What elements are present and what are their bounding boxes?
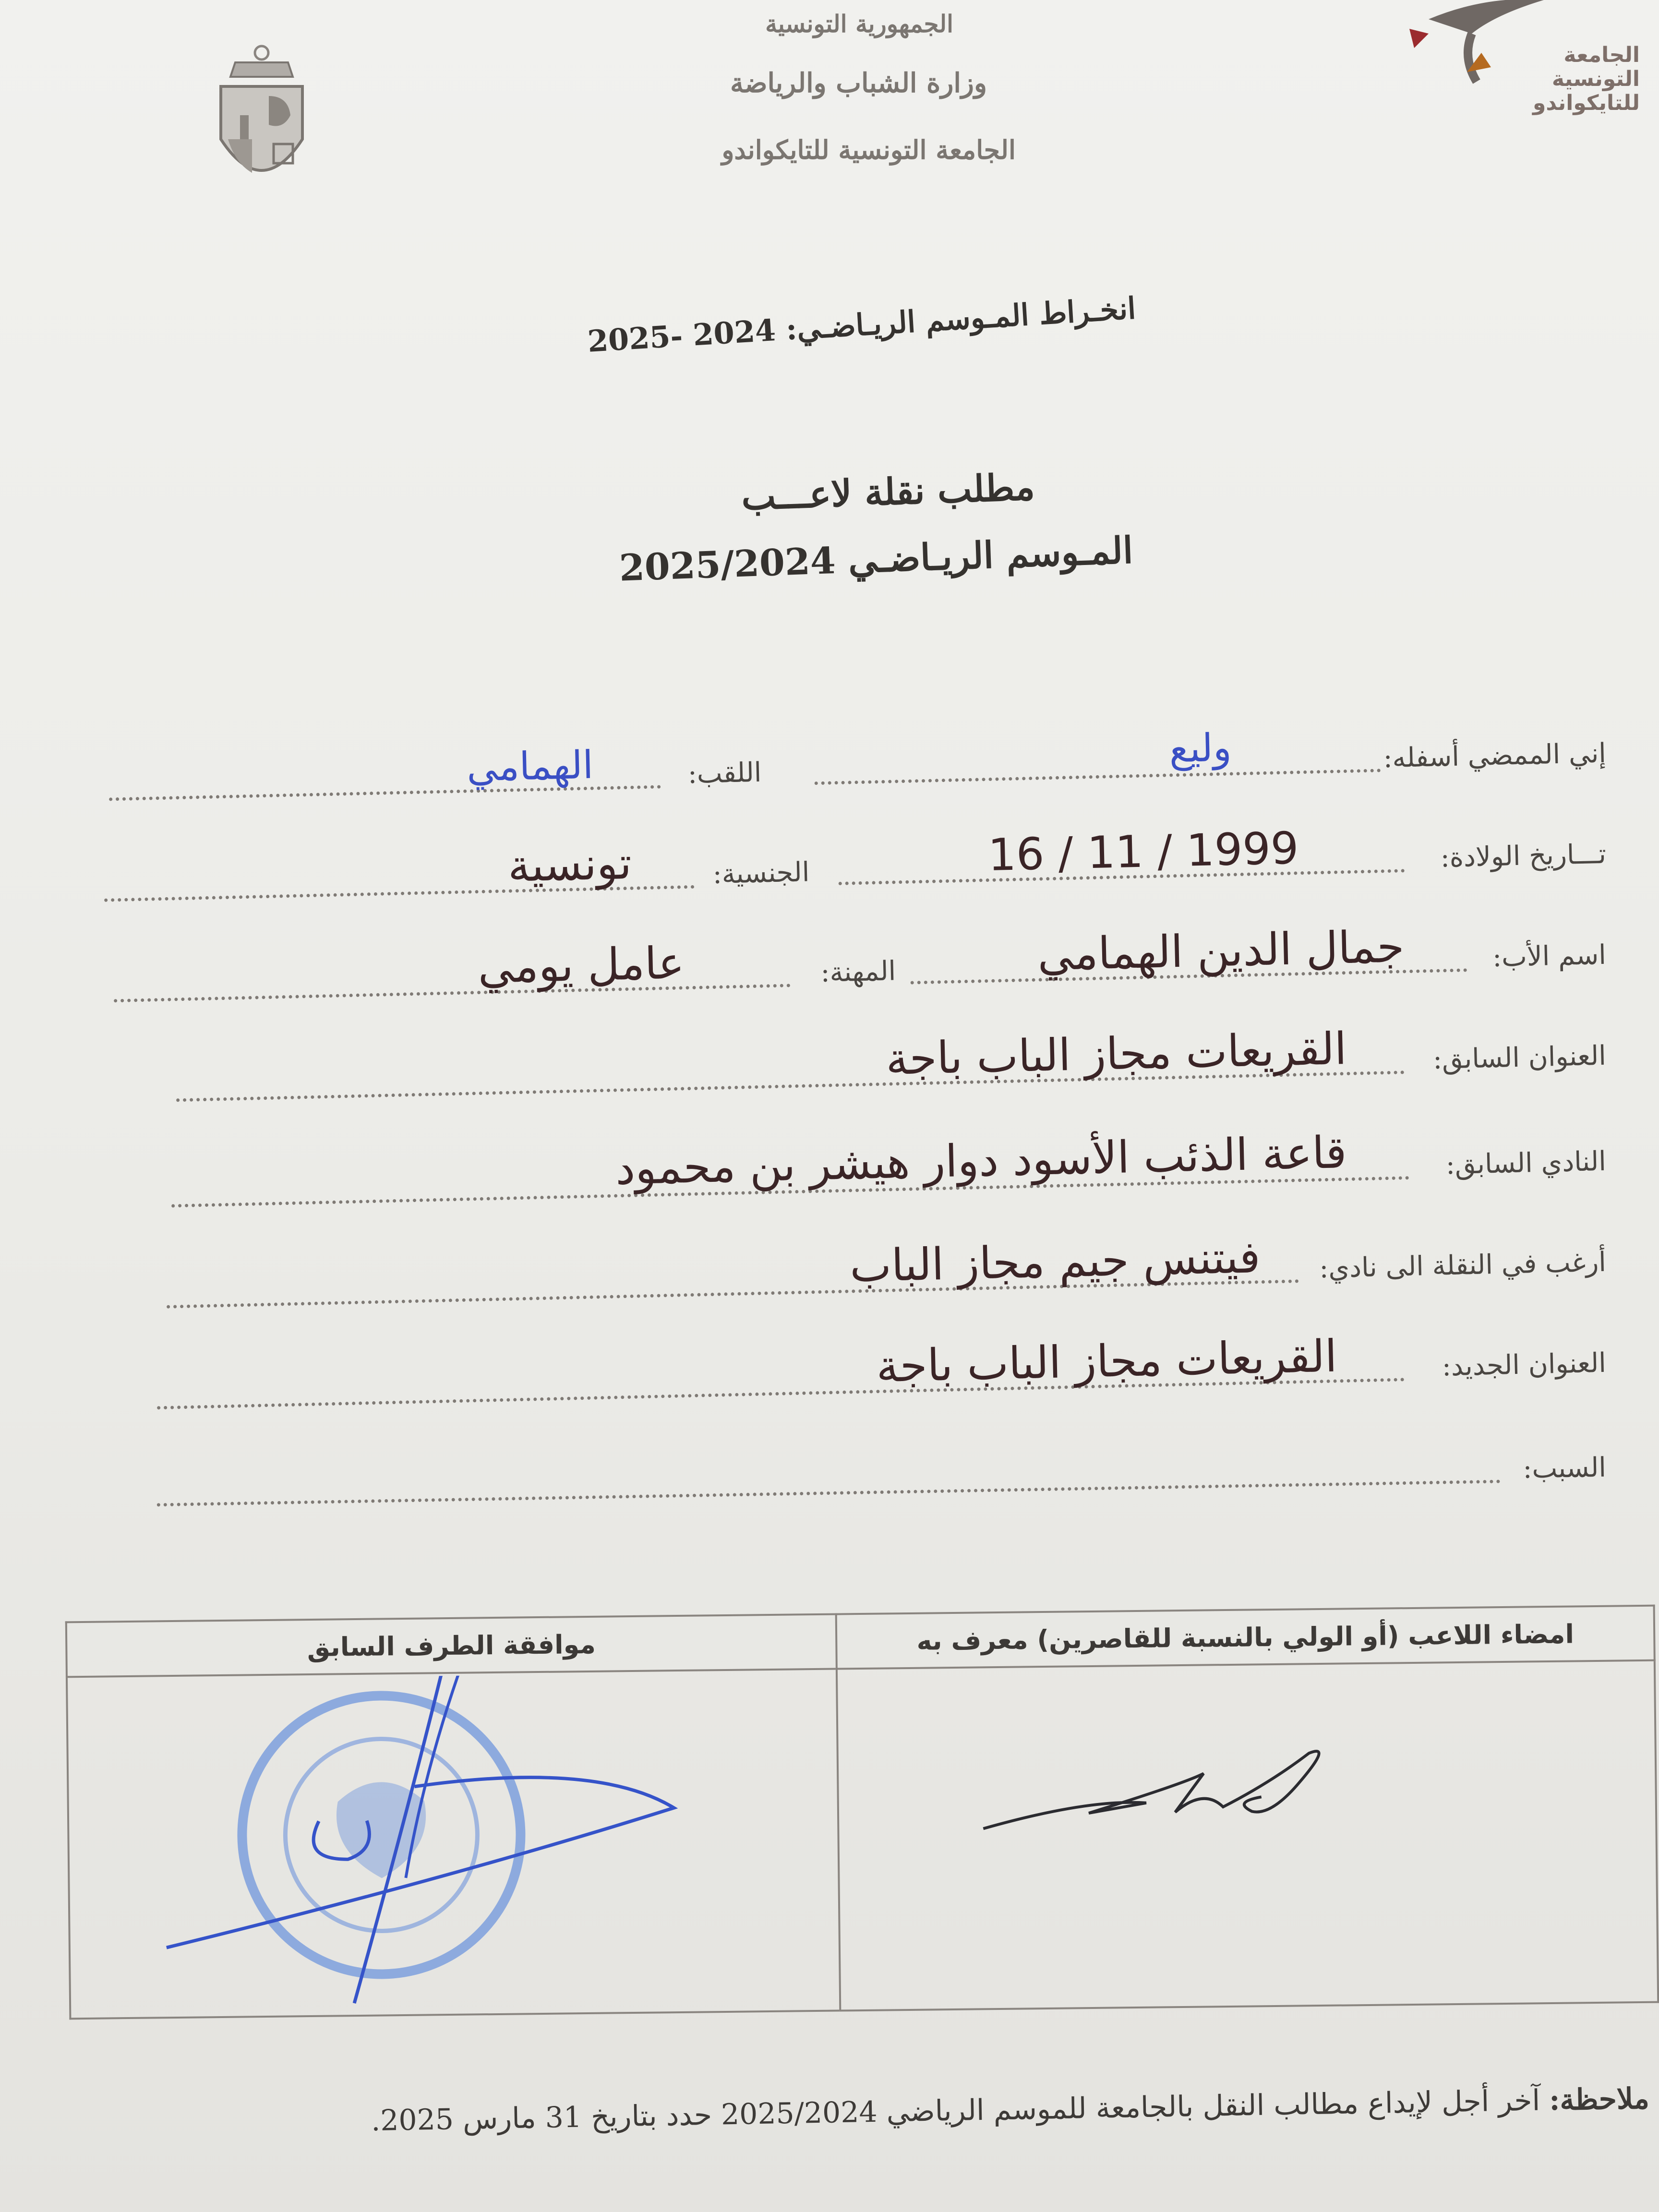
header-ministry: وزارة الشباب والرياضة (730, 67, 987, 99)
new-address-value: القريعات مجاز الباب باجة (876, 1330, 1338, 1393)
affiliation-title: انخـراط المـوسم الريـاضـي: 2024 -2025 (586, 290, 1137, 359)
signatory-label: إني الممضي أسفله: (1382, 737, 1607, 774)
former-party-cell (67, 1669, 840, 2019)
birthdate-label: تـــاريخ الولادة: (1440, 838, 1607, 874)
form-row-new-club (158, 1227, 1607, 1322)
signature-table (65, 1605, 1659, 2020)
form-row-birth (158, 819, 1607, 914)
former-party-header: موافقة الطرف السابق (66, 1614, 837, 1677)
form-row-former-club (158, 1126, 1607, 1221)
former-address-value: القريعات مجاز الباب باجة (885, 1023, 1347, 1085)
new-club-label: أرغب في النقلة الى نادي: (1319, 1246, 1607, 1285)
first-name-value: وليع (1168, 725, 1232, 771)
form-row-reason (158, 1432, 1607, 1520)
logo-line-3: للتايكواندو (1532, 91, 1640, 115)
header-federation: الجامعة التونسية للتايكواندو (721, 134, 1016, 165)
profession-label: المهنة: (820, 955, 896, 988)
form-row-new-address (158, 1328, 1607, 1423)
former-club-value: قاعة الذئب الأسود دوار هيشر بن محمود (614, 1127, 1347, 1195)
surname-label: اللقب: (687, 757, 762, 790)
note-label: ملاحظة: (1549, 2081, 1650, 2117)
nationality-label: الجنسية: (712, 856, 810, 890)
new-address-label: العنوان الجديد: (1442, 1347, 1607, 1382)
logo-line-1: الجامعة (1563, 43, 1640, 67)
note-text: آخر أجل لإيداع مطالب النقل بالجامعة للموسم الرياضي 2025/2024 حدد بتاريخ 31 مارس 2025. (371, 2083, 1540, 2138)
player-signature-header: امضاء اللاعب (أو الولي بالنسبة للقاصرين) معرف به (836, 1606, 1655, 1669)
request-title: مطلب نقلة لاعـــب (740, 465, 1036, 518)
reason-label: السبب: (1523, 1452, 1607, 1485)
birthdate-value: 16 / 11 / 1999 (987, 822, 1299, 881)
club-stamp-icon (68, 1672, 839, 2016)
player-signature-cell (837, 1660, 1658, 2011)
season-title: المـوسم الريـاضـي 2025/2024 (618, 529, 1134, 589)
logo-line-2: التونسية (1551, 67, 1640, 91)
former-club-label: النادي السابق: (1445, 1145, 1607, 1181)
player-signature-icon (838, 1663, 1657, 2008)
new-club-value: فيتنس جيم مجاز الباب (849, 1231, 1261, 1292)
deadline-note (371, 2082, 1650, 2138)
form-row-name (158, 718, 1607, 813)
federation-logo-text (1533, 43, 1640, 115)
form-row-father (158, 920, 1607, 1015)
former-address-label: العنوان السابق: (1432, 1040, 1607, 1075)
nationality-value: تونسية (507, 837, 632, 892)
coat-of-arms-emblem (206, 43, 317, 202)
profession-value: عامل يومي (477, 937, 685, 994)
father-name-value: جمال الدين الهمامي (1037, 921, 1405, 981)
form-row-former-address (158, 1021, 1607, 1116)
surname-value: الهمامي (466, 742, 594, 790)
father-name-label: اسم الأب: (1492, 939, 1607, 974)
header-republic: الجمهورية التونسية (765, 10, 953, 38)
